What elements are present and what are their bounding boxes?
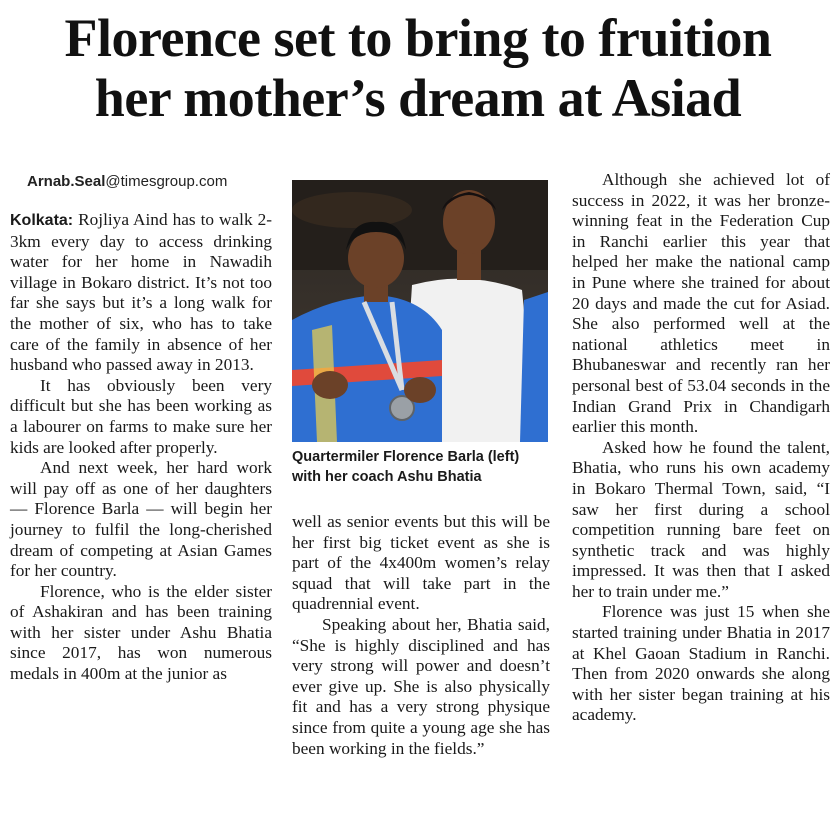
dateline: Kolkata: — [10, 212, 74, 229]
third-person-jacket — [520, 292, 548, 442]
photo-caption: Quartermiler Florence Barla (left) with her coach Ashu Bhatia — [292, 449, 520, 485]
article-column-2 — [292, 512, 550, 759]
headline-line-2: her mother’s dream at Asiad — [94, 68, 742, 128]
paragraph: Florence, who is the elder sister of Ashakiran and has been training with her sister under Ashu Bhatia since 2017, has won numerous medals in 400m at the junior as — [10, 581, 272, 684]
byline — [27, 173, 227, 190]
coach-neck — [457, 250, 481, 280]
athlete-hand — [312, 371, 348, 399]
paragraph-text: Rojliya Aind has to walk 2-3km every day to access drinking water for her home in Nawadih village in Bokaro district. It’s not too far she says but it’s a long walk for the mother of six, who has to take care of the family in absence of her husband who passed away in 2013. — [10, 210, 272, 375]
headline-line-1: Florence set to bring to fruition — [64, 8, 772, 68]
paragraph: Florence was just 15 when she started training under Bhatia in 2017 at Khel Gaoan Stadium in Ranchi. Then from 2020 onwards she along with her sister began training at his academy. — [572, 602, 830, 725]
athlete-photo — [292, 180, 548, 442]
paragraph: Speaking about her, Bhatia said, “She is highly disciplined and has very strong will power and doesn’t ever give up. She is also physically fit and has a very strong physique since from quite a young age she has been working in the fields.” — [292, 614, 550, 758]
headline — [0, 8, 836, 128]
paragraph: Although she achieved lot of success in 2022, it was her bronze-winning feat in the Federation Cup in Ranchi earlier this year that helped her make the national camp in Pune where she trained for about 20 days and made the cut for Asiad. She also performed well at the national athletics meet in Bhubaneswar and recently ran her personal best of 53.04 seconds in the Indian Grand Prix in Chandigarh earlier this month. — [572, 170, 830, 437]
stadium-light — [292, 192, 412, 228]
article-column-1 — [10, 210, 272, 685]
paragraph: And next week, her hard work will pay off as one of her daughters — Florence Barla — will begin her journey to fulfil the long-cherished dream of competing at Asian Games for her country. — [10, 458, 272, 581]
paragraph: It has obviously been very difficult but she has been working as a labourer on farms to make sure her kids are looked after properly. — [10, 375, 272, 457]
byline-name: Arnab.Seal — [27, 173, 106, 190]
paragraph: Asked how he found the talent, Bhatia, who runs his own academy in Bokaro Thermal Town, said, “I saw her first during a school competition running bare feet on synthetic track and was highly impressed. It was then that I asked her to train under me.” — [572, 437, 830, 601]
article-column-3 — [572, 170, 830, 726]
paragraph: well as senior events but this will be her first big ticket event as she is part of the 4x400m women’s relay squad that will take part in the quadrennial event. — [292, 512, 550, 614]
athlete-hand — [404, 377, 436, 403]
photo-illustration — [292, 180, 548, 442]
paragraph — [10, 210, 272, 376]
byline-domain: @timesgroup.com — [105, 173, 228, 190]
